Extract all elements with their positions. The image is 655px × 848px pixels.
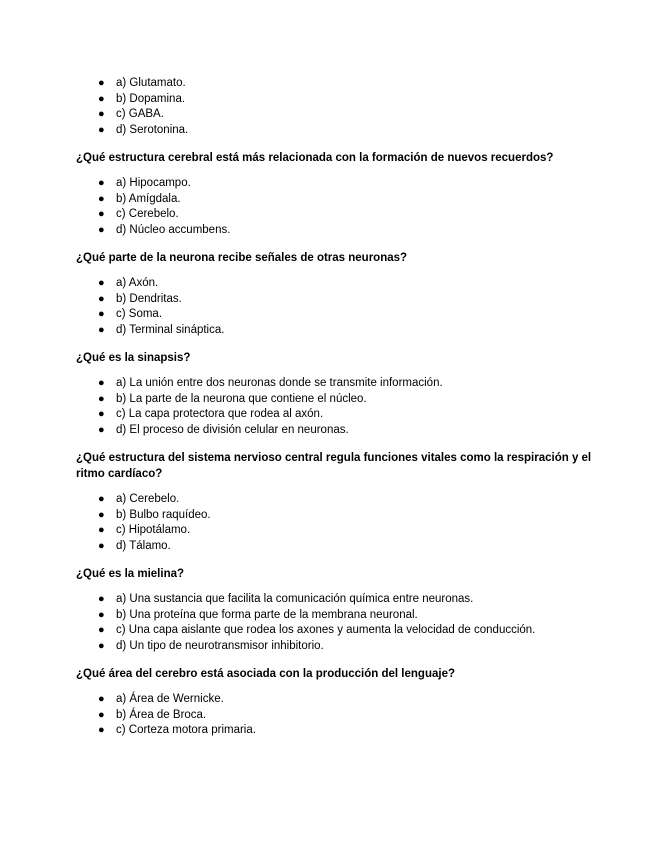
option-list xyxy=(76,176,595,238)
option-item: ● a) La unión entre dos neuronas donde se transmite información. xyxy=(98,376,595,392)
option-item: ● a) Una sustancia que facilita la comunicación química entre neuronas. xyxy=(98,592,595,608)
option-list xyxy=(76,692,595,739)
option-item: ● d) Un tipo de neurotransmisor inhibitorio. xyxy=(98,639,595,655)
bullet-icon: ● xyxy=(98,524,105,536)
option-list xyxy=(76,276,595,338)
bullet-icon: ● xyxy=(98,392,105,405)
bullet-icon: ● xyxy=(98,223,105,236)
option-item: ● c) GABA. xyxy=(98,107,595,123)
option-list xyxy=(76,492,595,554)
option-list xyxy=(76,592,595,654)
bullet-icon: ● xyxy=(98,624,105,636)
question-heading: ¿Qué área del cerebro está asociada con la producción del lenguaje? xyxy=(76,668,455,680)
option-item: ● c) Una capa aislante que rodea los axones y aumenta la velocidad de conducción. xyxy=(98,623,595,639)
bullet-icon: ● xyxy=(98,277,105,289)
question-heading: ¿Qué es la mielina? xyxy=(76,568,185,580)
option-item: ● c) La capa protectora que rodea al axón. xyxy=(98,407,595,423)
option-item: ● d) Núcleo accumbens. xyxy=(98,223,595,239)
option-item: ● d) El proceso de división celular en neuronas. xyxy=(98,423,595,439)
bullet-icon: ● xyxy=(98,92,105,105)
option-item: ● d) Tálamo. xyxy=(98,539,595,555)
question-block xyxy=(76,666,595,739)
question-block xyxy=(76,350,595,438)
bullet-icon: ● xyxy=(98,108,105,120)
bullet-icon: ● xyxy=(98,77,105,89)
question-block xyxy=(76,566,595,654)
option-item: ● a) Cerebelo. xyxy=(98,492,595,508)
bullet-icon: ● xyxy=(98,377,105,389)
option-item: ● a) Área de Wernicke. xyxy=(98,692,595,708)
bullet-icon: ● xyxy=(98,608,105,621)
bullet-icon: ● xyxy=(98,423,105,436)
bullet-icon: ● xyxy=(98,593,105,605)
bullet-icon: ● xyxy=(98,192,105,205)
option-item: ● c) Cerebelo. xyxy=(98,207,595,223)
bullet-icon: ● xyxy=(98,123,105,136)
option-item: ● c) Hipotálamo. xyxy=(98,523,595,539)
question-heading: ¿Qué es la sinapsis? xyxy=(76,352,191,364)
bullet-icon: ● xyxy=(98,292,105,305)
option-item: ● b) Área de Broca. xyxy=(98,708,595,724)
bullet-icon: ● xyxy=(98,308,105,320)
option-item: ● b) Dendritas. xyxy=(98,292,595,308)
option-item: ● d) Terminal sináptica. xyxy=(98,323,595,339)
bullet-icon: ● xyxy=(98,408,105,420)
question-heading: ¿Qué estructura cerebral está más relacionada con la formación de nuevos recuerdos? xyxy=(76,152,554,164)
option-item: ● d) Serotonina. xyxy=(98,123,595,139)
bullet-icon: ● xyxy=(98,708,105,721)
bullet-icon: ● xyxy=(98,208,105,220)
question-block xyxy=(76,150,595,238)
option-item: ● c) Soma. xyxy=(98,307,595,323)
option-list xyxy=(76,376,595,438)
option-item: ● c) Corteza motora primaria. xyxy=(98,723,595,739)
question-block xyxy=(76,250,595,338)
bullet-icon: ● xyxy=(98,724,105,736)
bullet-icon: ● xyxy=(98,539,105,552)
option-item: ● b) Amígdala. xyxy=(98,192,595,208)
option-item: ● a) Hipocampo. xyxy=(98,176,595,192)
option-item: ● a) Glutamato. xyxy=(98,76,595,92)
option-item: ● b) La parte de la neurona que contiene el núcleo. xyxy=(98,392,595,408)
option-item: ● b) Bulbo raquídeo. xyxy=(98,508,595,524)
bullet-icon: ● xyxy=(98,693,105,705)
question-heading: ¿Qué parte de la neurona recibe señales de otras neuronas? xyxy=(76,252,408,264)
option-item: ● b) Dopamina. xyxy=(98,92,595,108)
bullet-icon: ● xyxy=(98,508,105,521)
question-block xyxy=(76,76,595,138)
bullet-icon: ● xyxy=(98,493,105,505)
option-item: ● b) Una proteína que forma parte de la membrana neuronal. xyxy=(98,608,595,624)
bullet-icon: ● xyxy=(98,639,105,652)
bullet-icon: ● xyxy=(98,323,105,336)
option-item: ● a) Axón. xyxy=(98,276,595,292)
question-heading: ¿Qué estructura del sistema nervioso central regula funciones vitales como la respiración y el ritmo cardíaco? xyxy=(76,452,592,480)
question-block xyxy=(76,450,595,554)
option-list xyxy=(76,76,595,138)
bullet-icon: ● xyxy=(98,177,105,189)
